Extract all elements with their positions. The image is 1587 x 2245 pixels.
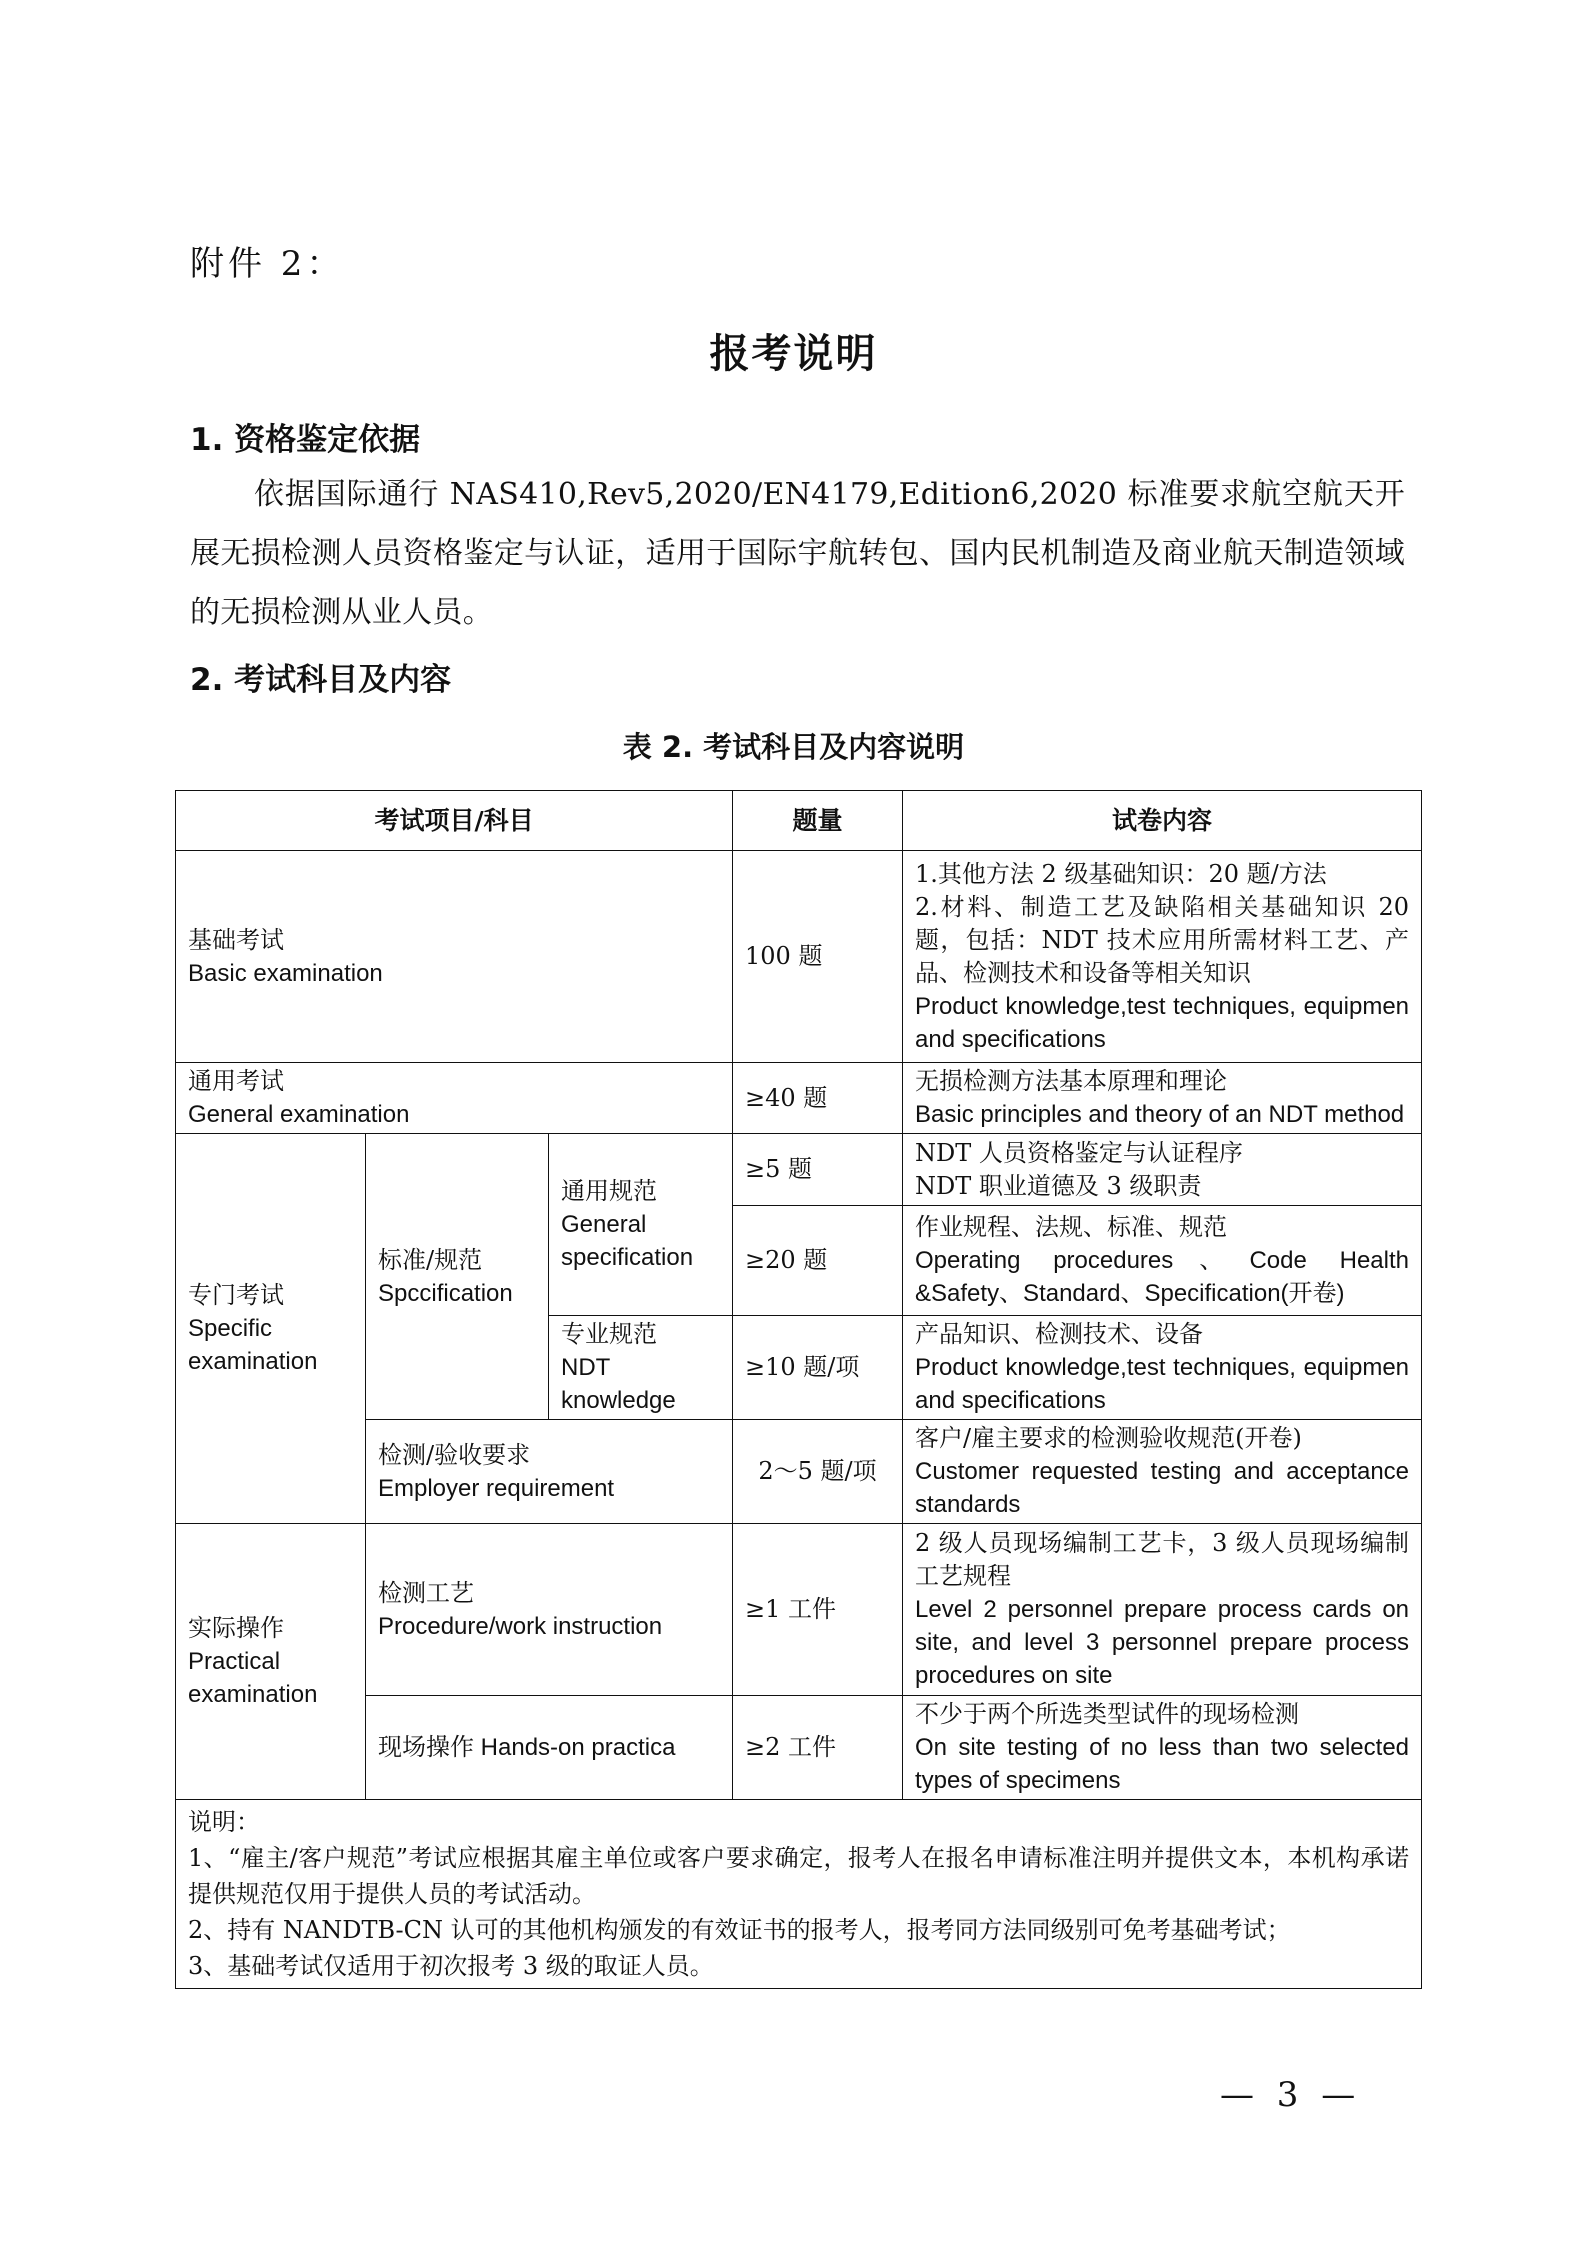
practical-name-zh: 实际操作 bbox=[188, 1614, 284, 1642]
row-basic bbox=[176, 851, 1422, 1063]
ndt-spec-count-text: ≥10 题/项 bbox=[745, 1353, 860, 1381]
basic-name-en: Basic examination bbox=[188, 959, 383, 987]
employer-count-text: 2～5 题/项 bbox=[758, 1457, 877, 1485]
general-spec-content-line: NDT 人员资格鉴定与认证程序 bbox=[915, 1138, 1243, 1167]
specific-name-en: Specific examination bbox=[188, 1315, 318, 1375]
employer-name bbox=[366, 1420, 733, 1524]
general-count-text: ≥40 题 bbox=[745, 1083, 828, 1112]
procedure-content bbox=[903, 1524, 1422, 1696]
procedure-content-line: 2 级人员现场编制工艺卡，3 级人员现场编制工艺规程 bbox=[915, 1529, 1410, 1590]
procedure-name bbox=[366, 1524, 733, 1696]
standard-name-en: Spccification bbox=[378, 1279, 513, 1307]
notes-cell bbox=[176, 1800, 1422, 1989]
general-name-zh: 通用考试 bbox=[188, 1067, 284, 1095]
basic-name bbox=[176, 851, 733, 1063]
note-item: 2、持有 NANDTB-CN 认可的其他机构颁发的有效证书的报考人，报考同方法同级别可免考基础考试； bbox=[188, 1916, 1291, 1944]
standard-name bbox=[366, 1134, 549, 1420]
employer-name-zh: 检测/验收要求 bbox=[378, 1440, 531, 1469]
handson-content-line: 不少于两个所选类型试件的现场检测 bbox=[915, 1700, 1300, 1728]
procedure-count bbox=[733, 1524, 903, 1696]
section-2-heading: 2. 考试科目及内容 bbox=[190, 662, 452, 698]
procedure-content-line: Level 2 personnel prepare process cards on site, and level 3 personnel prepare process procedures on site bbox=[915, 1596, 1410, 1689]
general-count bbox=[733, 1063, 903, 1134]
notes-label: 说明： bbox=[188, 1808, 260, 1836]
general-spec-count-1 bbox=[733, 1134, 903, 1206]
basic-content-line: 1.其他方法 2 级基础知识：20 题/方法 bbox=[915, 859, 1327, 888]
header-item: 考试项目/科目 bbox=[176, 791, 733, 851]
procedure-count-text: ≥1 工件 bbox=[745, 1595, 837, 1623]
row-specific-general-spec-1 bbox=[176, 1134, 1422, 1206]
standard-name-zh: 标准/规范 bbox=[378, 1245, 483, 1274]
header-content: 试卷内容 bbox=[903, 791, 1422, 851]
basic-count bbox=[733, 851, 903, 1063]
basic-content-line: 2.材料、制造工艺及缺陷相关基础知识 20 题，包括：NDT 技术应用所需材料工艺、产品、检测技术和设备等相关知识 bbox=[915, 892, 1410, 987]
basic-count-text: 100 题 bbox=[745, 942, 823, 970]
general-name-en: General examination bbox=[188, 1101, 410, 1128]
document-title: 报考说明 bbox=[709, 331, 878, 377]
row-general bbox=[176, 1063, 1422, 1134]
employer-content-line: 客户/雇主要求的检测验收规范(开卷) bbox=[915, 1424, 1302, 1452]
exam-subjects-table bbox=[175, 790, 1422, 1989]
ndt-spec-name-zh: 专业规范 bbox=[561, 1320, 657, 1348]
general-content-line: Basic principles and theory of an NDT method bbox=[915, 1101, 1405, 1128]
basic-name-zh: 基础考试 bbox=[188, 925, 284, 954]
section-1-heading: 1. 资格鉴定依据 bbox=[190, 422, 421, 458]
general-spec-content-2 bbox=[903, 1206, 1422, 1316]
row-practical-procedure bbox=[176, 1524, 1422, 1696]
ndt-spec-content-line: Product knowledge,test techniques, equipmen and specifications bbox=[915, 1354, 1410, 1414]
procedure-name-en: Procedure/work instruction bbox=[378, 1612, 663, 1640]
general-content-line: 无损检测方法基本原理和理论 bbox=[915, 1067, 1228, 1095]
specific-name-zh: 专门考试 bbox=[188, 1281, 284, 1309]
note-item: 1、“雇主/客户规范”考试应根据其雇主单位或客户要求确定，报考人在报名申请标准注明并提供文本，本机构承诺提供规范仅用于提供人员的考试活动。 bbox=[188, 1844, 1410, 1908]
general-spec-content-1 bbox=[903, 1134, 1422, 1206]
employer-content bbox=[903, 1420, 1422, 1524]
handson-name bbox=[366, 1696, 733, 1800]
general-spec-count-2-text: ≥20 题 bbox=[745, 1246, 828, 1274]
ndt-spec-content bbox=[903, 1316, 1422, 1420]
basic-content bbox=[903, 851, 1422, 1063]
ndt-spec-content-line: 产品知识、检测技术、设备 bbox=[915, 1320, 1204, 1348]
procedure-name-zh: 检测工艺 bbox=[378, 1578, 474, 1607]
handson-content-line: On site testing of no less than two selected types of specimens bbox=[915, 1734, 1410, 1794]
table-header-row bbox=[176, 791, 1422, 851]
page-number: — 3 — bbox=[1220, 2075, 1362, 2115]
ndt-spec-name-en: NDT knowledge bbox=[561, 1354, 676, 1414]
section-1-body: 依据国际通行 NAS410,Rev5,2020/EN4179,Edition6,2020 标准要求航空航天开展无损检测人员资格鉴定与认证，适用于国际宇航转包、国内民机制造及商业航天制造领域的无损检测从业人员。 bbox=[190, 477, 1405, 630]
ndt-spec-count bbox=[733, 1316, 903, 1420]
practical-name bbox=[176, 1524, 366, 1800]
general-name bbox=[176, 1063, 733, 1134]
attachment-label: 附件 2： bbox=[190, 244, 345, 284]
handson-content bbox=[903, 1696, 1422, 1800]
practical-name-en: Practical examination bbox=[188, 1648, 318, 1708]
basic-content-line: Product knowledge,test techniques, equipmen and specifications bbox=[915, 992, 1410, 1053]
handson-count-text: ≥2 工件 bbox=[745, 1733, 837, 1761]
table-caption: 表 2. 考试科目及内容说明 bbox=[622, 730, 965, 764]
general-spec-count-2 bbox=[733, 1206, 903, 1316]
general-spec-content-line: Operating procedures、Code Health &Safety、Standard、Specification(开卷) bbox=[915, 1247, 1410, 1307]
general-spec-content-line: 作业规程、法规、标准、规范 bbox=[915, 1213, 1228, 1241]
ndt-spec-name bbox=[549, 1316, 733, 1420]
general-spec-name-zh: 通用规范 bbox=[561, 1177, 657, 1205]
general-spec-count-1-text: ≥5 题 bbox=[745, 1155, 813, 1183]
row-notes bbox=[176, 1800, 1422, 1989]
general-spec-name-en: General specification bbox=[561, 1211, 694, 1271]
employer-count bbox=[733, 1420, 903, 1524]
general-spec-content-line: NDT 职业道德及 3 级职责 bbox=[915, 1171, 1202, 1200]
employer-name-en: Employer requirement bbox=[378, 1474, 615, 1502]
note-item: 3、基础考试仅适用于初次报考 3 级的取证人员。 bbox=[188, 1952, 714, 1980]
employer-content-line: Customer requested testing and acceptance standards bbox=[915, 1458, 1410, 1518]
header-count: 题量 bbox=[733, 791, 903, 851]
handson-count bbox=[733, 1696, 903, 1800]
handson-name-text: 现场操作 Hands-on practica bbox=[378, 1734, 676, 1761]
general-content bbox=[903, 1063, 1422, 1134]
specific-name bbox=[176, 1134, 366, 1524]
general-spec-name bbox=[549, 1134, 733, 1316]
